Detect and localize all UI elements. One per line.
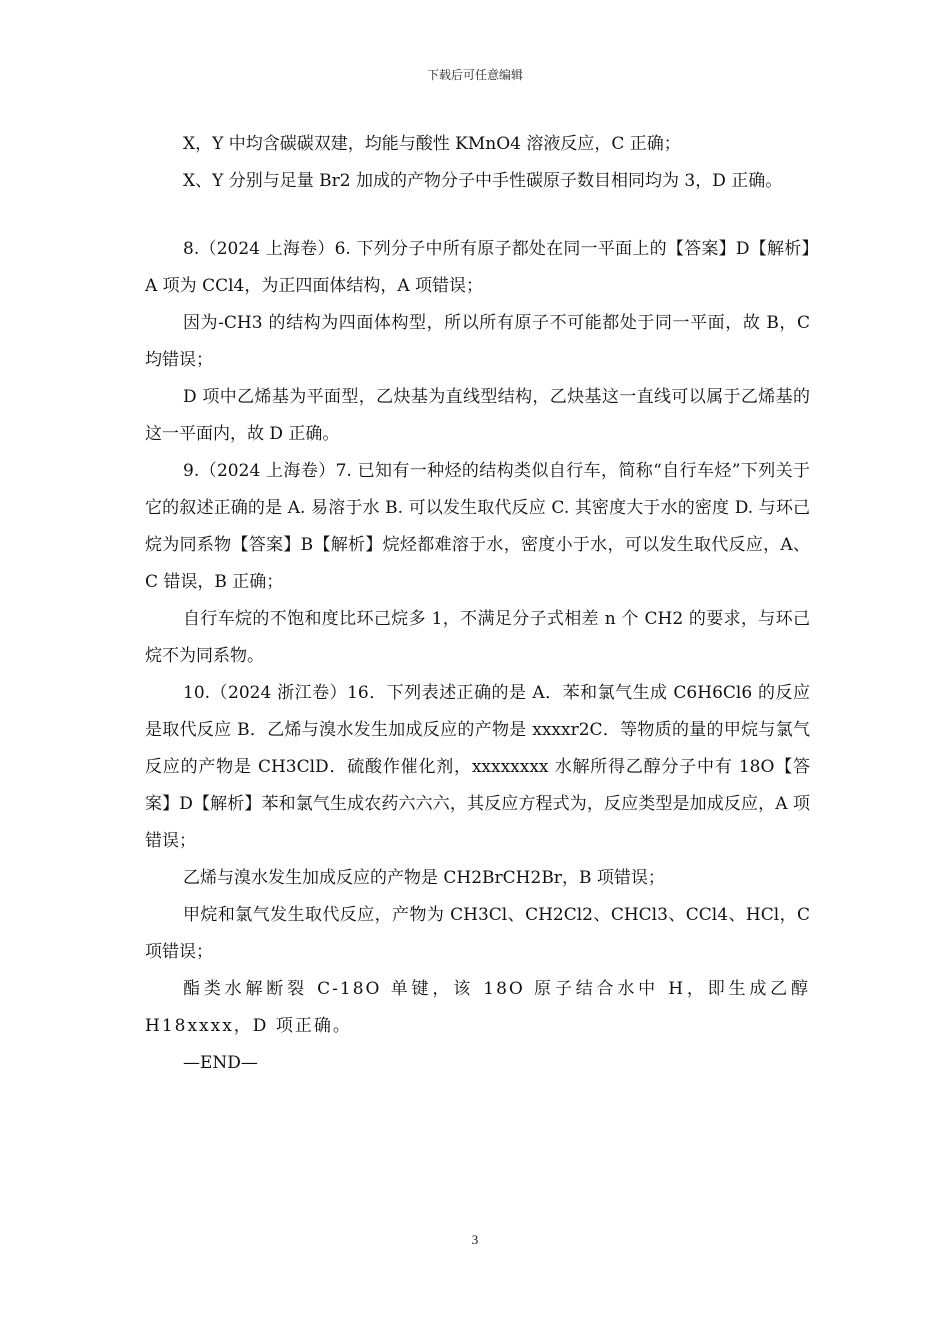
paragraph-question-8: 8.（2024 上海卷）6. 下列分子中所有原子都处在同一平面上的【答案】D【解析】A 项为 CCl4，为正四面体结构，A 项错误； [145, 239, 810, 296]
paragraph-7: 甲烷和氯气发生取代反应，产物为 CH3Cl、CH2Cl2、CHCl3、CCl4、HCl，C 项错误； [145, 905, 810, 962]
paragraph-8: 酯类水解断裂 C-18O 单键，该 18O 原子结合水中 H，即生成乙醇 H18xxxx，D 项正确。 [145, 979, 810, 1036]
document-body [145, 126, 810, 1082]
page-number: 3 [471, 1232, 479, 1247]
page-header-note: 下载后可任意编辑 [426, 68, 523, 82]
paragraph-5: 自行车烷的不饱和度比环己烷多 1，不满足分子式相差 n 个 CH2 的要求，与环己烷不为同系物。 [145, 609, 810, 666]
paragraph-2: X、Y 分别与足量 Br2 加成的产物分子中手性碳原子数目相同均为 3，D 正确。 [183, 171, 783, 191]
paragraph-question-9: 9.（2024 上海卷）7. 已知有一种烃的结构类似自行车，简称“自行车烃”下列关于它的叙述正确的是 A. 易溶于水 B. 可以发生取代反应 C. 其密度大于水的密度 D. 与环己烷为同系物【答案】B【解析】烷烃都难溶于水，密度小于水，可以发生取代反应，A、C 错误，B 正确； [145, 461, 810, 592]
paragraph-4: D 项中乙烯基为平面型，乙炔基为直线型结构，乙炔基这一直线可以属于乙烯基的这一平面内，故 D 正确。 [145, 387, 810, 444]
end-marker: —END— [183, 1053, 258, 1073]
paragraph-1: X，Y 中均含碳碳双建，均能与酸性 KMnO4 溶液反应，C 正确； [183, 134, 681, 154]
paragraph-6: 乙烯与溴水发生加成反应的产物是 CH2BrCH2Br，B 项错误； [183, 868, 665, 888]
paragraph-3: 因为-CH3 的结构为四面体构型，所以所有原子不可能都处于同一平面，故 B，C 均错误； [145, 313, 810, 370]
paragraph-question-10: 10.（2024 浙江卷）16．下列表述正确的是 A．苯和氯气生成 C6H6Cl6 的反应是取代反应 B．乙烯与溴水发生加成反应的产物是 xxxxr2C．等物质的量的甲烷与氯气反应的产物是 CH3ClD．硫酸作催化剂，xxxxxxxx 水解所得乙醇分子中有 18O【答案】D【解析】苯和氯气生成农药六六六，其反应方程式为，反应类型是加成反应，A 项错误； [145, 683, 810, 851]
